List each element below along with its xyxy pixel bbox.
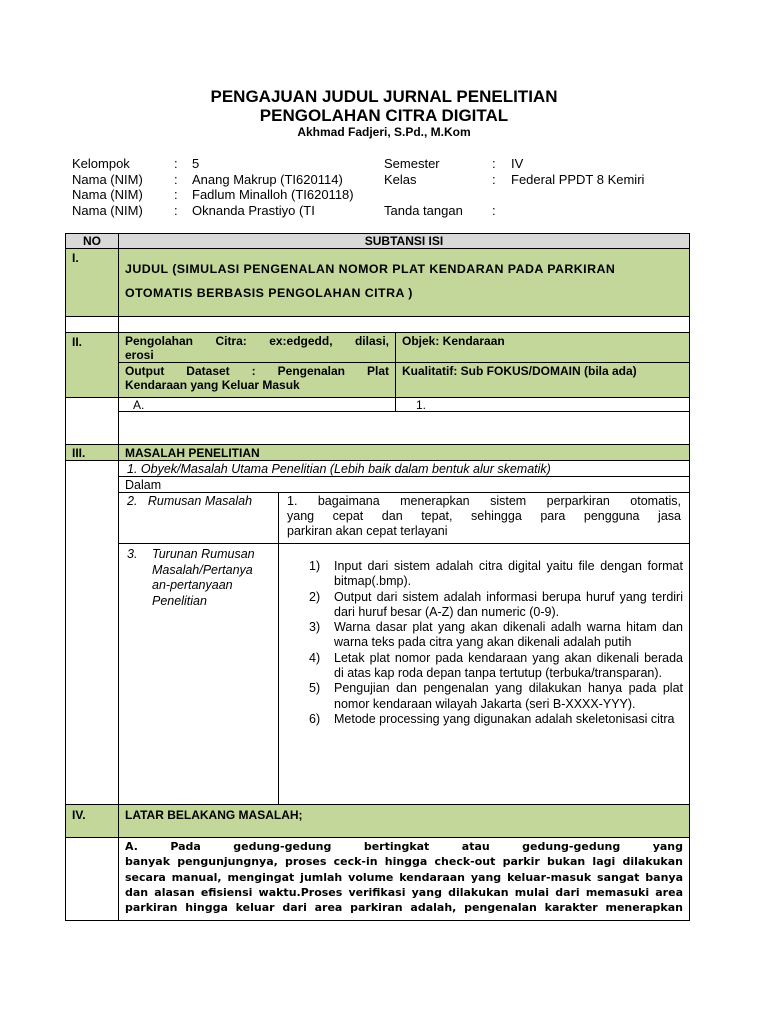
list-item-text: Input dari sistem adalah citra digital yaitu file dengan format bitmap(.bmp). [334, 559, 683, 589]
paragraph-line: A. Pada gedung-gedung bertingkat atau gedung-gedung yang [125, 840, 683, 853]
background-cell [118, 837, 690, 921]
derivative-line: Penelitian [152, 593, 207, 608]
list-item-text: Output dari sistem adalah informasi berupa huruf yang terdiri dari huruf besar (A-Z) dan numeric (0-9). [334, 589, 683, 619]
info-sep: : [174, 187, 178, 202]
list-item: 6) Metode processing yang digunakan adalah skeletonisasi citra [309, 711, 675, 726]
col-header-no: NO [65, 233, 119, 249]
formulation-line: parkiran akan cepat terlayani [287, 524, 448, 538]
document-subtitle: PENGOLAHAN CITRA DIGITAL [259, 106, 509, 125]
section-title-cell [118, 248, 690, 317]
section-heading: MASALAH PENELITIAN [118, 444, 690, 461]
object-cell: Objek: Kendaraan [395, 332, 690, 363]
info-value: Fadlum Minalloh (TI620118) [192, 187, 354, 202]
background-paragraph [125, 839, 683, 915]
item-one: 1. [395, 397, 690, 412]
section-number: II. [65, 332, 119, 398]
formulation-label: 2. Rumusan Masalah [118, 492, 279, 544]
formulation-line: 1. bagaimana menerapkan sistem perparkiran otomatis, [287, 494, 681, 508]
info-sep: : [492, 156, 496, 171]
info-value: Oknanda Prastiyo (TI [192, 203, 315, 218]
list-item-text: Pengujian dan pengenalan yang dilakukan hanya pada plat nomor kendaraan wilayah Jakarta (seri B-XXXX-YYY). [334, 681, 683, 711]
paragraph-line: secara manual, mengingat jumlah volume kendaraan yang keluar-masuk sangat banya [125, 870, 683, 884]
info-label: Kelas [384, 172, 417, 187]
section-number: I. [65, 248, 119, 317]
info-sep: : [174, 203, 178, 218]
document-title: PENGAJUAN JUDUL JURNAL PENELITIAN [210, 87, 558, 106]
info-sep: : [492, 172, 496, 187]
derivative-list [309, 559, 683, 727]
info-label: Semester [384, 156, 440, 171]
section-number: III. [65, 444, 119, 461]
document-author: Akhmad Fadjeri, S.Pd., M.Kom [297, 125, 471, 139]
processing-line: erosi [125, 348, 154, 362]
qualitative-cell: Kualitatif: Sub FOKUS/DOMAIN (bila ada) [395, 362, 690, 398]
derivative-content [278, 543, 690, 805]
info-sep: : [174, 172, 178, 187]
info-sep: : [492, 203, 496, 218]
list-item-text: Metode processing yang digunakan adalah skeletonisasi citra [334, 711, 675, 726]
research-title-line: JUDUL (SIMULASI PENGENALAN NOMOR PLAT KENDARAN PADA PARKIRAN [125, 262, 616, 276]
list-item: 2) Output dari sistem adalah informasi berupa huruf yang terdiri dari huruf besar (A-Z) dan numeric (0-9). [309, 589, 683, 619]
list-item-text: Warna dasar plat yang akan dikenali adalh warna hitam dan warna teks pada citra yang akan dikenali adalah putih [334, 620, 683, 650]
derivative-label [118, 543, 279, 805]
derivative-text [152, 547, 255, 609]
info-label: Tanda tangan [384, 203, 463, 218]
paragraph-line: parkiran hingga keluar dari area parkiran adalah, pengenalan karakter menerapkan [125, 901, 683, 915]
empty-cell [65, 460, 119, 805]
list-item: 4) Letak plat nomor pada kendaraan yang akan dikenali berada di atas kap roda depan tanpa tertutup (terbuka/transparan). [309, 650, 683, 681]
paragraph-line: dan alasan efisiensi waktu.Proses verifikasi yang dilakukan mulai dari memasuki area [125, 885, 683, 899]
info-value: Anang Makrup (TI620114) [192, 172, 343, 187]
dalam-text: Dalam [118, 476, 690, 493]
output-line: Output Dataset : Pengenalan Plat [125, 364, 389, 378]
info-label: Kelompok [72, 156, 130, 171]
formulation-line: yang cepat dan tepat, sehingga para pengguna jasa [287, 509, 681, 523]
empty-cell [65, 837, 119, 921]
output-cell [118, 362, 396, 398]
derivative-line: Turunan Rumusan [152, 547, 255, 561]
section-number: IV. [65, 804, 119, 838]
research-title-line: OTOMATIS BERBASIS PENGOLAHAN CITRA ) [125, 286, 413, 300]
processing-cell [118, 332, 396, 363]
paragraph-line: banyak pengunjungnya, proses ceck-in hingga check-out parkir bukan lagi dilakukan [125, 855, 683, 869]
list-item: 5) Pengujian dan pengenalan yang dilakukan hanya pada plat nomor kendaraan wilayah Jakarta (seri B-XXXX-YYY). [309, 681, 683, 711]
empty-cell [65, 316, 119, 333]
empty-cell [118, 411, 690, 445]
info-value: Federal PPDT 8 Kemiri [511, 172, 645, 187]
empty-cell [118, 316, 690, 333]
list-item: 1) Input dari sistem adalah citra digital yaitu file dengan format bitmap(.bmp). [309, 559, 683, 589]
derivative-line: Masalah/Pertanya [152, 562, 253, 577]
derivative-number: 3. [127, 547, 138, 561]
formulation-content [278, 492, 690, 544]
info-value: 5 [192, 156, 200, 171]
col-header-content: SUBTANSI ISI [118, 233, 690, 249]
processing-line: Pengolahan Citra: ex:edgedd, dilasi, [125, 334, 389, 348]
main-problem-item: 1. Obyek/Masalah Utama Penelitian (Lebih baik dalam bentuk alur skematik) [118, 460, 690, 477]
info-label: Nama (NIM) [72, 187, 143, 202]
output-line: Kendaraan yang Keluar Masuk [125, 378, 300, 392]
info-label: Nama (NIM) [72, 172, 143, 187]
list-item: 3) Warna dasar plat yang akan dikenali adalh warna hitam dan warna teks pada citra yang akan dikenali adalah putih [309, 620, 683, 650]
info-value: IV [511, 156, 524, 171]
info-label: Nama (NIM) [72, 203, 143, 218]
info-sep: : [174, 156, 178, 171]
derivative-line: an-pertanyaan [152, 578, 233, 592]
section-heading: LATAR BELAKANG MASALAH; [118, 804, 690, 838]
item-a: A. [118, 397, 396, 412]
list-item-text: Letak plat nomor pada kendaraan yang akan dikenali berada di atas kap roda depan tanpa tertutup (terbuka/transparan). [334, 650, 683, 681]
empty-cell [65, 397, 119, 445]
